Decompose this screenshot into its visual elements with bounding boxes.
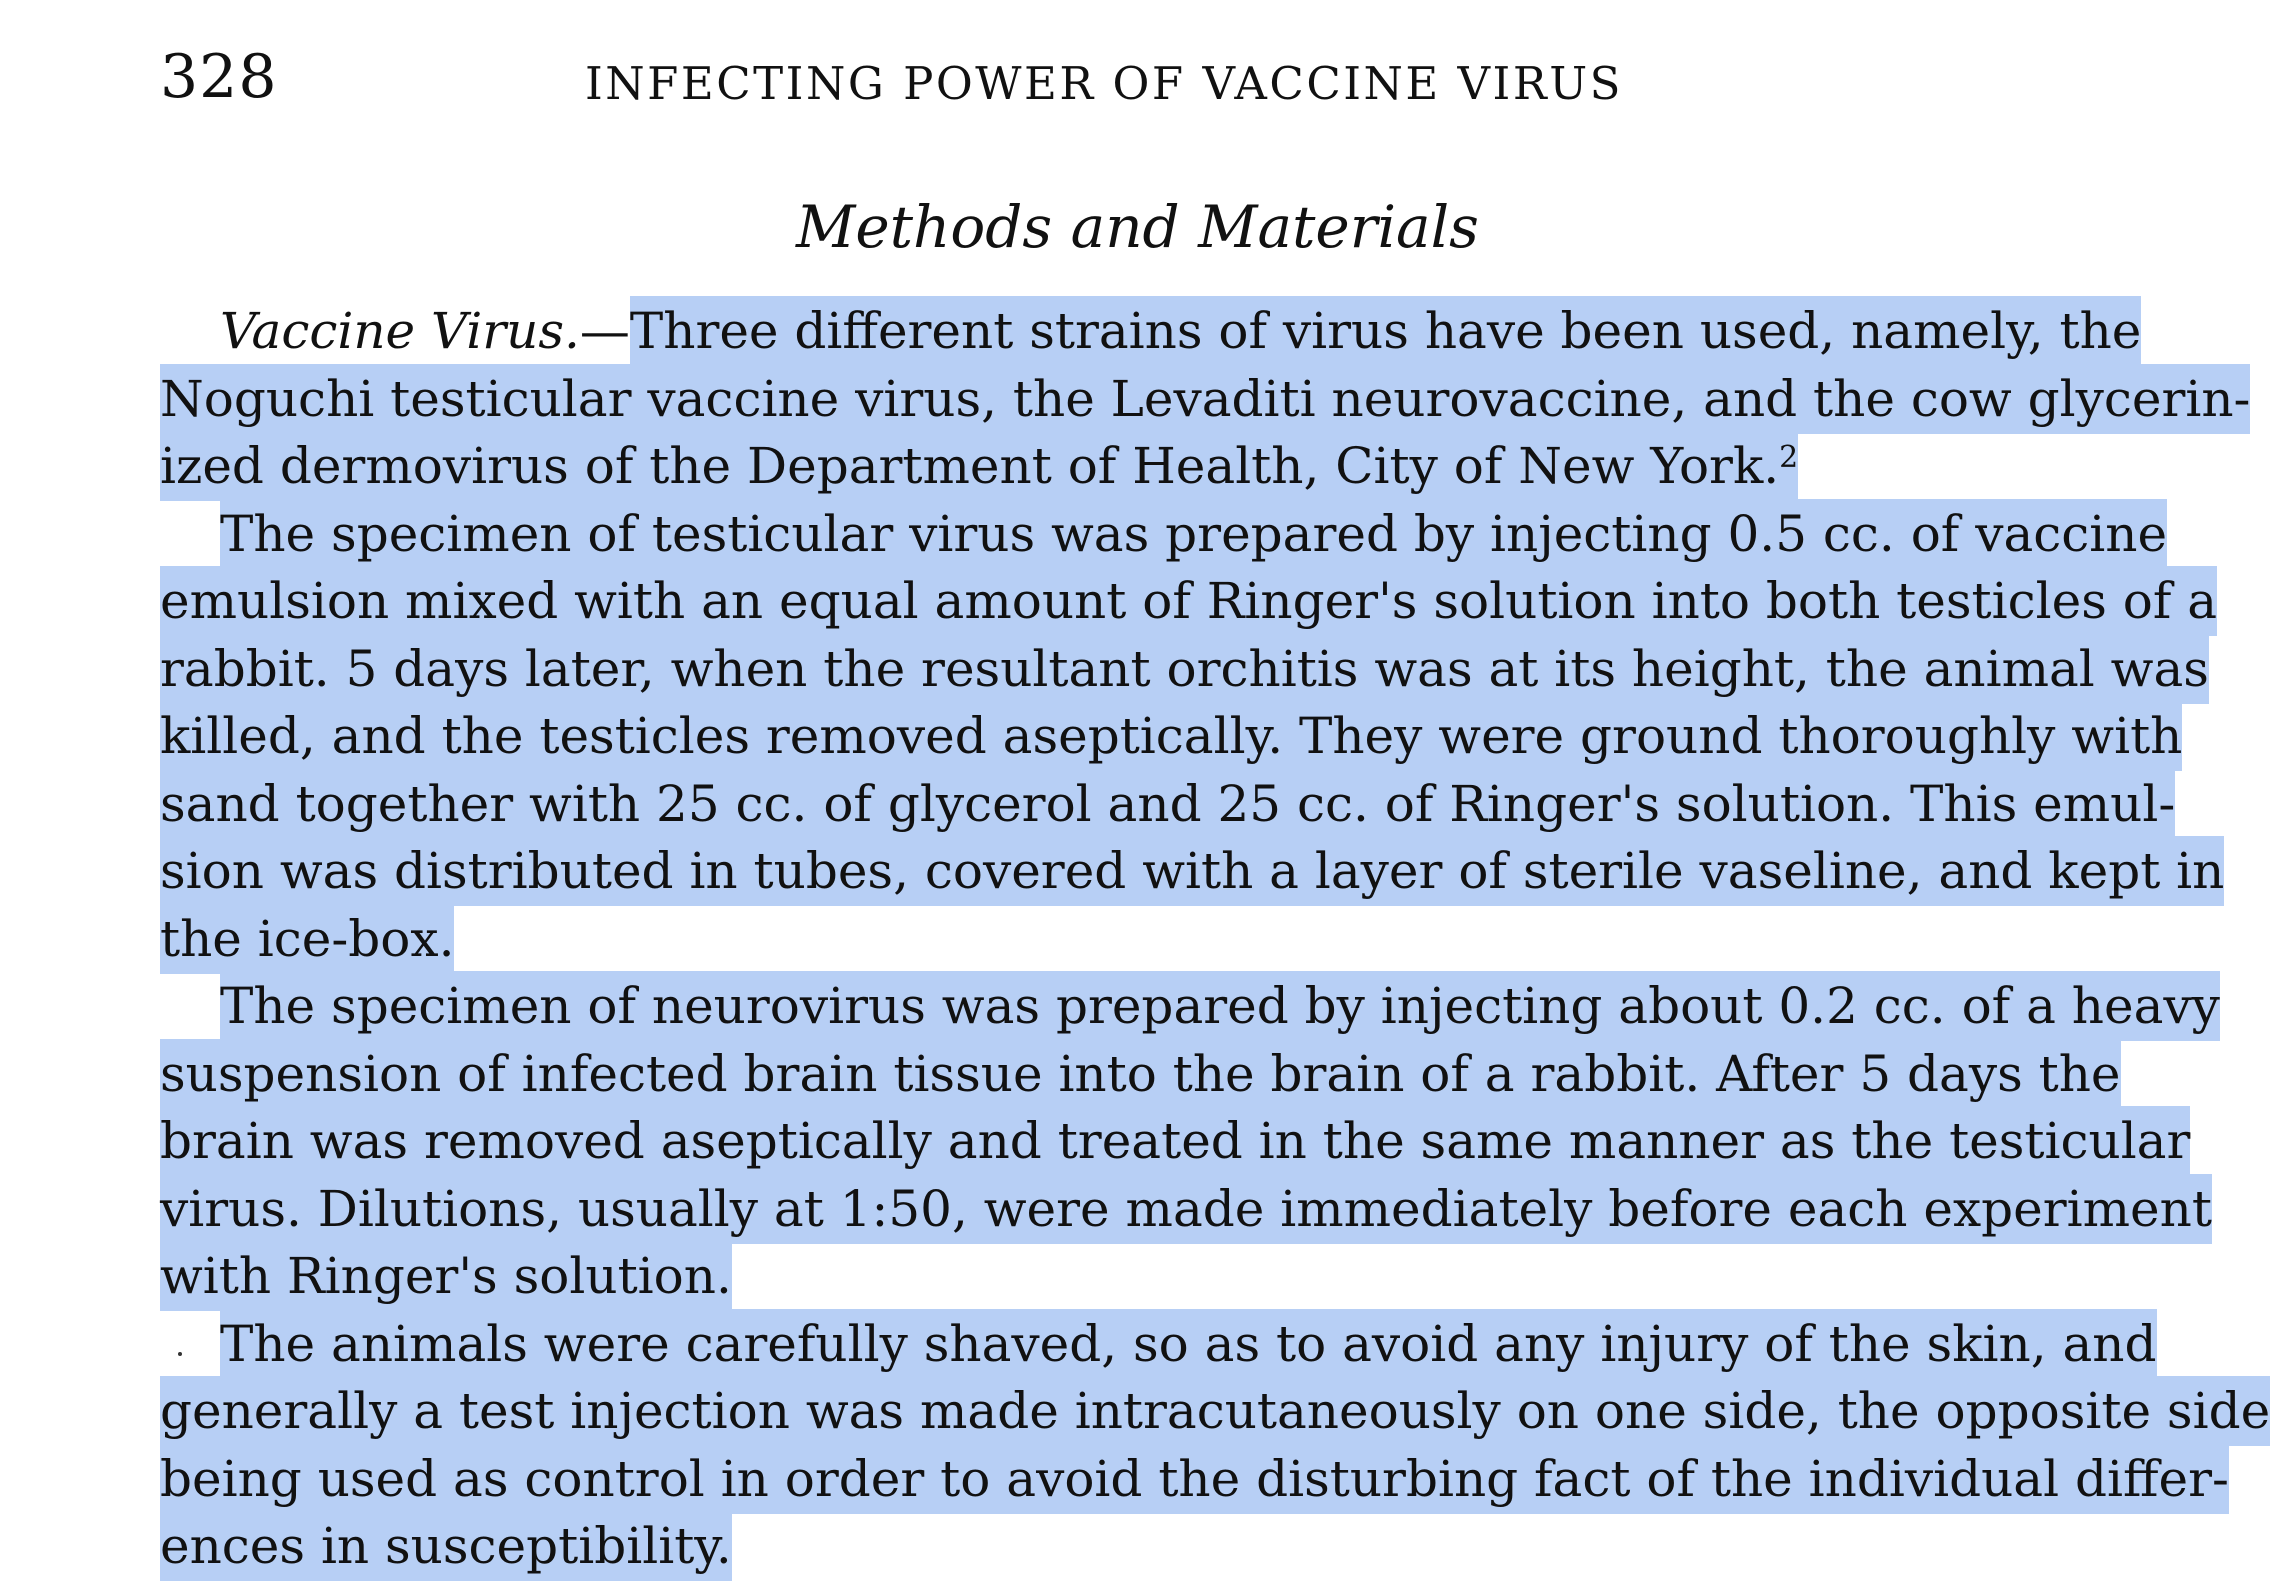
text-line[interactable] (160, 1378, 2270, 1446)
text-line[interactable] (160, 501, 2168, 569)
selected-text[interactable]: The specimen of testicular virus was prepared by injecting 0.5 cc. of vaccine (220, 499, 2167, 569)
selected-text[interactable]: suspension of infected brain tissue into the brain of a rabbit. After 5 days the (160, 1039, 2121, 1109)
selected-text[interactable] (160, 431, 1798, 501)
text-line[interactable] (160, 771, 2176, 839)
text-line[interactable] (160, 366, 2251, 434)
paragraph-lead: Vaccine Virus. (220, 302, 580, 360)
text-line[interactable] (160, 1108, 2191, 1176)
selected-text[interactable]: Three different strains of virus have been used, namely, the (630, 296, 2141, 366)
text-line[interactable] (160, 1513, 2036, 1581)
selected-text[interactable]: ences in susceptibility. (160, 1511, 732, 1581)
selected-text[interactable]: killed, and the testicles removed aseptically. They were ground thoroughly with (160, 701, 2182, 771)
page-number: 328 (160, 42, 278, 112)
selected-text[interactable]: emulsion mixed with an equal amount of Ringer's solution into both testicles of a (160, 566, 2217, 636)
selected-text[interactable]: with Ringer's solution. (160, 1241, 732, 1311)
selected-text[interactable]: rabbit. 5 days later, when the resultant orchitis was at its height, the animal was (160, 634, 2209, 704)
selected-text[interactable]: Noguchi testicular vaccine virus, the Levaditi neurovaccine, and the cow glycerin- (160, 364, 2250, 434)
text-line[interactable] (160, 1243, 2036, 1311)
text-line[interactable] (160, 1311, 2157, 1379)
selected-text[interactable]: sion was distributed in tubes, covered with a layer of sterile vaseline, and kept in (160, 836, 2224, 906)
em-dash: — (579, 302, 630, 360)
text-line[interactable] (160, 838, 2225, 906)
selected-text[interactable]: the ice-box. (160, 904, 454, 974)
section-title: Methods and Materials (796, 193, 1479, 261)
running-head: INFECTING POWER OF VACCINE VIRUS (585, 57, 1623, 110)
text-line[interactable] (160, 636, 2209, 704)
selected-text-content: ized dermovirus of the Department of Health, City of New York. (160, 437, 1780, 495)
text-line[interactable] (160, 1176, 2212, 1244)
text-line[interactable] (160, 1041, 2121, 1109)
text-line[interactable] (160, 298, 2142, 366)
text-line[interactable] (160, 433, 2036, 501)
text-line[interactable] (160, 703, 2183, 771)
selected-text[interactable]: sand together with 25 cc. of glycerol and 25 cc. of Ringer's solution. This emul- (160, 769, 2175, 839)
body-text (160, 298, 2270, 1581)
selected-text[interactable]: being used as control in order to avoid the disturbing fact of the individual differ- (160, 1444, 2229, 1514)
footnote-ref[interactable]: 2 (1779, 440, 1799, 475)
scan-speck (178, 1352, 182, 1356)
text-line[interactable] (160, 973, 2220, 1041)
selected-text[interactable]: brain was removed aseptically and treated in the same manner as the testicular (160, 1106, 2190, 1176)
text-line[interactable] (160, 1446, 2229, 1514)
text-line[interactable] (160, 568, 2218, 636)
text-line[interactable] (160, 906, 2036, 974)
selected-text[interactable]: generally a test injection was made intracutaneously on one side, the opposite side (160, 1376, 2270, 1446)
selected-text[interactable]: virus. Dilutions, usually at 1:50, were made immediately before each experiment (160, 1174, 2212, 1244)
selected-text[interactable]: The animals were carefully shaved, so as to avoid any injury of the skin, and (220, 1309, 2157, 1379)
selected-text[interactable]: The specimen of neurovirus was prepared by injecting about 0.2 cc. of a heavy (220, 971, 2220, 1041)
